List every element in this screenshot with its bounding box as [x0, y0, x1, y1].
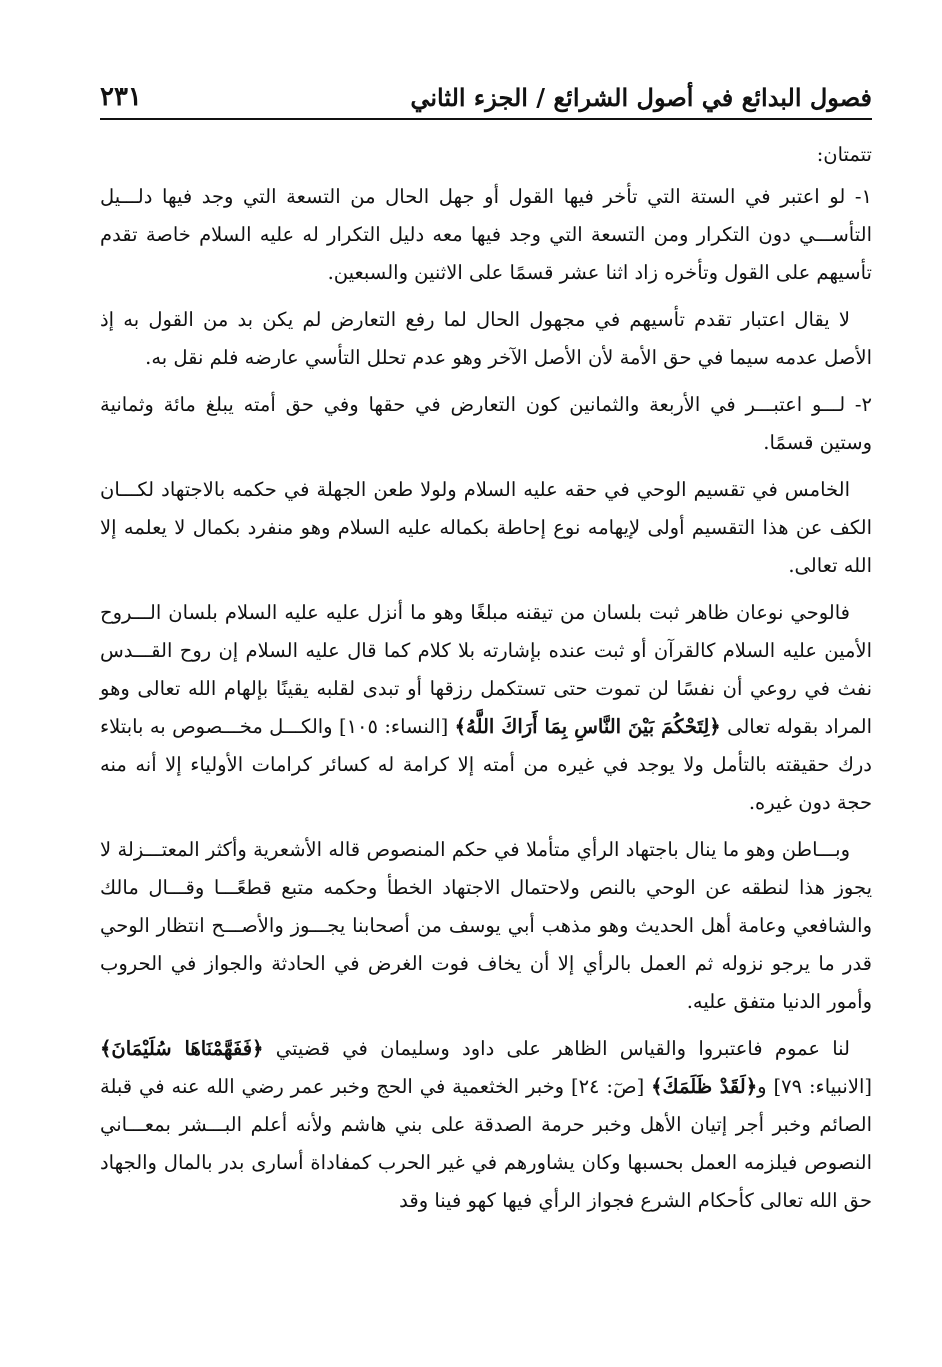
paragraph-text: [النساء: ١٠٥] والكـــل مخـــصوص به بابتلاء درك حقيقته بالتأمل ولا يوجد في غيره من أمته إلا كرامة له كسائر كرامات الأولياء إلا أنه منه حجة دون غيره. — [100, 715, 872, 814]
paragraph-text: وبـــاطن وهو ما ينال باجتهاد الرأي متأملا في حكم المنصوص قاله الأشعرية وأكثر المعتـــزلة لا يجوز هذا لنطقه عن الوحي بالنص ولاحتمال الاجتهاد الخطأ وحكمه متبع قطعًـــا وقـــال مالك والشافعي وعامة أهل الحديث وهو مذهب أبي يوسف من أصحابنا يجـــوز والأصـــح انتظار الوحي قدر ما يرجو نزوله ثم العمل بالرأي إلا أن يخاف فوت الغرض في الحادثة والجواز في الحروب وأمور الدنيا متفق عليه. — [100, 838, 872, 1013]
paragraph-text: فالوحي نوعان ظاهر ثبت بلسان من تيقنه مبلغًا وهو ما أنزل عليه عليه السلام بلسان الـــروح الأمين عليه السلام كالقرآن أو ثبت عنده بإشارته بلا كلام كما قال عليه السلام إن روح القـــدس نفث في روعي أن نفسًا لن تموت حتى تستكمل رزقها أو تبدى لقلبه يقينًا بإلهام الله تعالى وهو المراد بقوله تعالى — [100, 601, 873, 738]
paragraph-text: ١- لو اعتبر في الستة التي تأخر فيها القول أو جهل الحال من التسعة التي وجد فيها دلـــيل التأســـي دون التكرار ومن التسعة التي وجد فيها معه دليل التكرار له عليه السلام خاصة تقدم تأسيهم على القول وتأخره زاد اثنا عشر قسمًا على الاثنين والسبعين. — [100, 185, 872, 284]
paragraph-text: الخامس في تقسيم الوحي في حقه عليه السلام ولولا طعن الجهلة في حكمه بالاجتهاد لكـــان الكف عن هذا التقسيم أولى لإيهامه نوع إحاطة بكماله عليه السلام وهو منفرد بكمال لا يعلمه إلا الله تعالى. — [100, 478, 872, 577]
paragraph-text: لا يقال اعتبار تقدم تأسيهم في مجهول الحال لما رفع التعارض لم يكن بد من القول به إذ الأصل عدمه سيما في حق الأمة لأن الأصل الآخر وهو عدم تحلل التأسي عارضه فلم نقل به. — [100, 308, 872, 369]
header-rule — [100, 118, 872, 120]
running-header-title: فصول البدائع في أصول الشرائع / الجزء الثاني — [410, 83, 872, 112]
paragraph — [100, 471, 872, 585]
paragraph — [100, 178, 872, 292]
paragraph-text: [صٓ: ٢٤] وخبر الخثعمية في الحج وخبر عمر رضي الله عنه في قبلة الصائم وخبر أجر إتيان الأهل وخبر حرمة الصدقة على بني هاشم ولأنه أعلم البـــشر بمعـــاني النصوص فيلزمه العمل بحسبها وكان يشاورهم في غير الحرب كمفاداة أسارى بدر بالمال والجهاد حق الله تعالى كأحكام الشرع فجواز الرأي فيها كهو فينا وقد — [100, 1075, 872, 1212]
paragraph — [100, 386, 872, 462]
paragraph — [100, 301, 872, 377]
paragraph — [100, 831, 872, 1021]
quran-verse: ﴿فَفَهَّمْنَاهَا سُلَيْمَانَ﴾ — [100, 1037, 264, 1060]
paragraph — [100, 594, 872, 822]
body-text — [100, 136, 872, 1220]
paragraph-text: لنا عموم فاعتبروا والقياس الظاهر على داود وسليمان في قضيتي — [263, 1037, 851, 1060]
running-header — [100, 60, 872, 112]
paragraph — [100, 1030, 872, 1220]
quran-verse: ﴿لَقَدْ ظَلَمَكَ﴾ — [651, 1075, 758, 1098]
section-heading — [100, 136, 872, 174]
paragraph-text: ٢- لـــو اعتبـــر في الأربعة والثمانين كون التعارض في حقها وفي حق أمته يبلغ مائة وثمانية وستين قسمًا. — [100, 393, 872, 454]
page-number: ٢٣١ — [100, 82, 142, 112]
paragraph-text: [الانبياء: ٧٩] و — [757, 1075, 872, 1098]
paragraph-text: تتمتان: — [816, 143, 872, 166]
quran-verse: ﴿لِتَحْكُمَ بَيْنَ النَّاسِ بِمَا أَرَاكَ اللَّهُ﴾ — [454, 715, 721, 738]
